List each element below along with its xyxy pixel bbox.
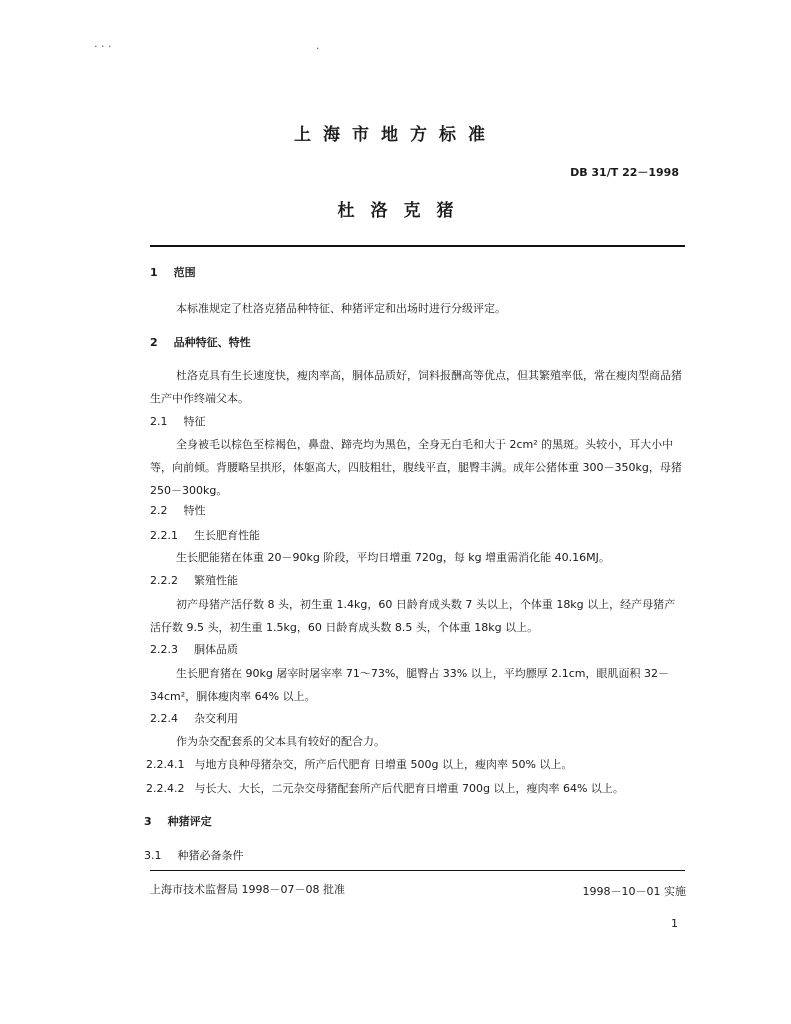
section-number: 2.2.1: [150, 529, 178, 542]
clause-text: 与长大、大长，二元杂交母猪配套所产后代肥育日增重 700g 以上，瘦肉率 64% 以上。: [194, 782, 624, 795]
section-title: 胴体品质: [194, 643, 238, 656]
section-heading-2-1: [150, 413, 206, 429]
section-title: 繁殖性能: [194, 574, 238, 587]
footer-divider: [150, 870, 685, 871]
clause-text: 与地方良种母猪杂交，所产后代肥育 日增重 500g 以上，瘦肉率 50% 以上。: [194, 758, 573, 771]
header-divider: [150, 245, 685, 247]
section-paragraph: 本标准规定了杜洛克猪品种特征、种猪评定和出场时进行分级评定。: [176, 302, 506, 315]
section-paragraph: 生长肥育猪在 90kg 屠宰时屠宰率 71～73%，腿臀占 33% 以上，平均膘厚 2.1cm，眼肌面积 32－34cm²，胴体瘦肉率 64% 以上。: [150, 667, 669, 703]
section-number: 2.2.3: [150, 643, 178, 656]
section-title: 杂交利用: [194, 712, 238, 725]
section-title: 范围: [173, 266, 196, 279]
clause-number: 2.2.4.1: [146, 758, 185, 771]
section-heading-3: [144, 813, 212, 829]
standard-number: DB 31/T 22－1998: [570, 166, 679, 179]
section-title: 种猪必备条件: [177, 849, 244, 862]
section-paragraph: 作为杂交配套系的父本具有较好的配合力。: [176, 735, 385, 748]
section-heading-2-2: [150, 502, 206, 518]
section-title: 种猪评定: [167, 815, 212, 828]
section-number: 2.1: [150, 415, 168, 428]
page-number: 1: [671, 917, 678, 930]
scan-speck: · · ·: [94, 40, 112, 53]
section-heading-1: [150, 264, 196, 280]
document-title: 杜洛克猪: [337, 201, 470, 221]
section-heading-2-2-4: [150, 710, 238, 726]
section-heading-2-2-1: [150, 527, 260, 543]
section-heading-3-1: [144, 847, 244, 863]
scan-speck: ·: [316, 42, 320, 55]
section-number: 3: [144, 815, 152, 828]
clause-2-2-4-1: [146, 753, 691, 776]
section-number: 2.2: [150, 504, 168, 517]
section-number: 2.2.4: [150, 712, 178, 725]
section-heading-2: [150, 334, 251, 350]
section-title: 品种特征、特性: [173, 336, 251, 349]
section-title: 生长肥育性能: [194, 529, 260, 542]
section-title: 特征: [183, 415, 206, 428]
section-paragraph: 生长肥能猪在体重 20－90kg 阶段，平均日增重 720g，每 kg 增重需消化能 40.16MJ。: [176, 551, 610, 564]
section-number: 3.1: [144, 849, 162, 862]
section-heading-2-2-3: [150, 641, 238, 657]
clause-number: 2.2.4.2: [146, 782, 185, 795]
implementation-date: 1998－10－01 实施: [582, 885, 686, 898]
section-paragraph: 全身被毛以棕色至棕褐色，鼻盘、蹄壳均为黑色，全身无白毛和大于 2cm² 的黑斑。头较小，耳大小中等，向前倾。背腰略呈拱形，体躯高大，四肢粗壮，腹线平直，腿臀丰满。成年公猪体重 300－350kg，母猪 250－300kg。: [150, 438, 682, 497]
section-paragraph: 杜洛克具有生长速度快，瘦肉率高，胴体品质好，饲料报酬高等优点，但其繁殖率低，常在瘦肉型商品猪生产中作终端父本。: [150, 369, 682, 405]
section-number: 2.2.2: [150, 574, 178, 587]
section-number: 1: [150, 266, 158, 279]
section-heading-2-2-2: [150, 572, 238, 588]
section-title: 特性: [183, 504, 206, 517]
issuer-title: 上海市地方标准: [294, 125, 497, 145]
section-number: 2: [150, 336, 158, 349]
approval-date: 上海市技术监督局 1998－07－08 批准: [150, 883, 345, 896]
clause-2-2-4-2: [146, 777, 691, 800]
section-paragraph: 初产母猪产活仔数 8 头，初生重 1.4kg，60 日龄育成头数 7 头以上，个体重 18kg 以上，经产母猪产活仔数 9.5 头，初生重 1.5kg，60 日龄育成头数 8.5 头，个体重 18kg 以上。: [150, 598, 676, 634]
